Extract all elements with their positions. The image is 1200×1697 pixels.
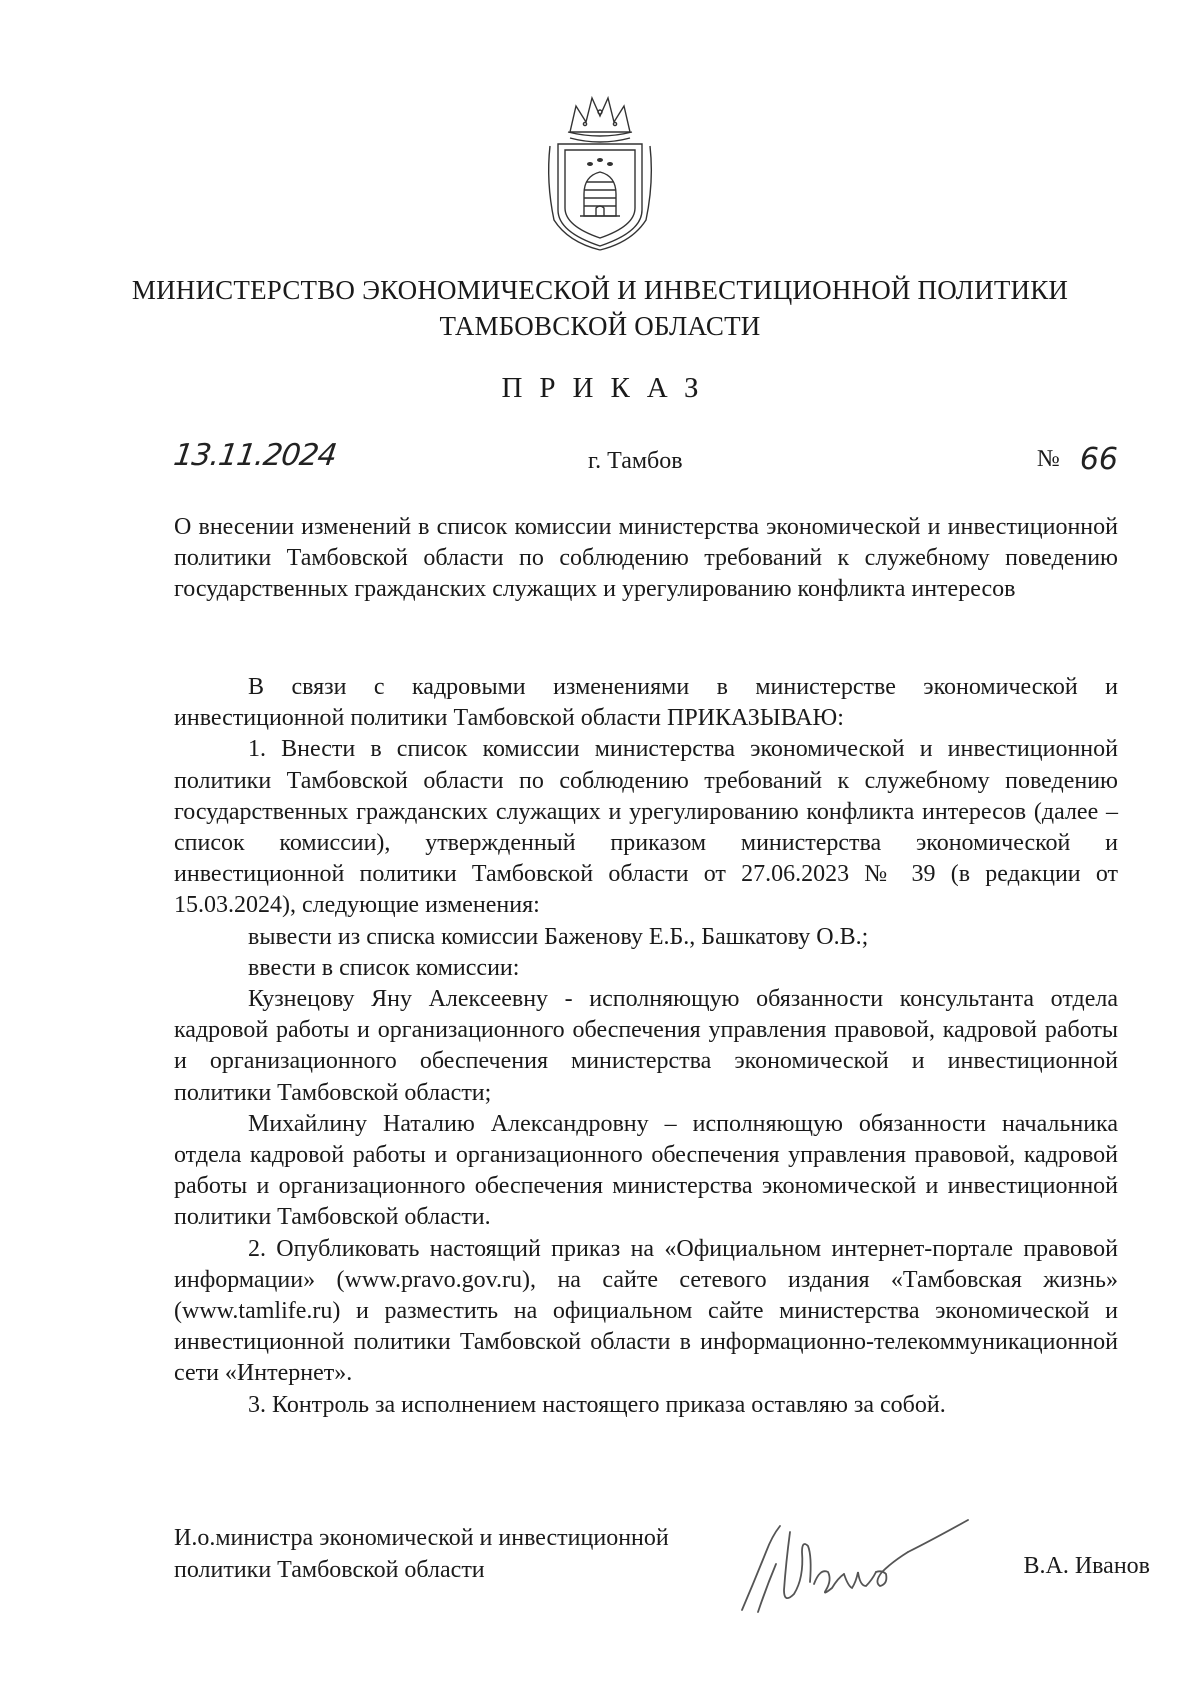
signer-position-line1: И.о.министра экономической и инвестиционной bbox=[174, 1525, 669, 1551]
body-item-2: 2. Опубликовать настоящий приказ на «Официальном интернет-портале правовой информации» (www.pravo.gov.ru), на сайте сетевого издания «Тамбовская жизнь» (www.tamlife.ru) и разместить на официальном сайте министерства экономической и инвестиционной политики Тамбовской области в информационно-телекоммуникационной сети «Интернет». bbox=[174, 1235, 1118, 1387]
signer-position-line2: политики Тамбовской области bbox=[174, 1556, 485, 1583]
tambov-coat-of-arms-icon bbox=[540, 92, 660, 252]
signer-name: В.А. Иванов bbox=[1023, 1553, 1150, 1579]
document-subject: О внесении изменений в список комиссии министерства экономической и инвестиционной политики Тамбовской области по соблюдению требований к служебному поведению государственных гражданских служащих и урегулированию конфликта интересов bbox=[174, 514, 1118, 603]
ministry-name-line1: МИНИСТЕРСТВО ЭКОНОМИЧЕСКОЙ И ИНВЕСТИЦИОННОЙ ПОЛИТИКИ bbox=[131, 275, 1069, 305]
body-item-1: 1. Внести в список комиссии министерства экономической и инвестиционной политики Тамбовской области по соблюдению требований к служебному поведению государственных гражданских служащих и урегулированию конфликта интересов (далее – список комиссии), утвержденный приказом министерства экономической и инвестиционной политики Тамбовской области от 27.06.2023 № 39 (в редакции от 15.03.2024), следующие изменения: bbox=[174, 736, 1118, 919]
body-intro: В связи с кадровыми изменениями в министерстве экономической и инвестиционной политики Тамбовской области ПРИКАЗЫВАЮ: bbox=[174, 674, 1118, 732]
body-person-2: Михайлину Наталию Александровну – исполняющую обязанности начальника отдела кадровой работы и организационного обеспечения управления правовой, кадровой работы и организационного обеспечения министерства экономической и инвестиционной политики Тамбовской области. bbox=[174, 1110, 1118, 1231]
signer-position bbox=[174, 1523, 669, 1586]
document-meta bbox=[171, 438, 1118, 488]
document-number bbox=[1037, 442, 1118, 477]
document-body bbox=[174, 672, 1118, 1421]
body-remove-members: вывести из списка комиссии Баженову Е.Б., Башкатову О.В.; bbox=[248, 923, 869, 950]
body-item-3: 3. Контроль за исполнением настоящего приказа оставляю за собой. bbox=[248, 1391, 946, 1418]
ministry-name bbox=[0, 272, 1200, 344]
document-date: 13.11.2024 bbox=[171, 438, 339, 473]
document-type: ПРИКАЗ bbox=[501, 372, 716, 404]
document-city: г. Тамбов bbox=[588, 448, 683, 474]
body-add-intro: ввести в список комиссии: bbox=[248, 954, 520, 981]
number-value: 66 bbox=[1079, 442, 1118, 477]
ministry-name-line2: ТАМБОВСКОЙ ОБЛАСТИ bbox=[439, 311, 761, 341]
number-sign: № bbox=[1036, 446, 1060, 472]
handwritten-signature bbox=[732, 1512, 972, 1622]
body-person-1: Кузнецову Яну Алексеевну - исполняющую обязанности консультанта отдела кадровой работы и организационного обеспечения управления правовой, кадровой работы и организационного обеспечения министерства экономической и инвестиционной политики Тамбовской области; bbox=[174, 986, 1118, 1106]
